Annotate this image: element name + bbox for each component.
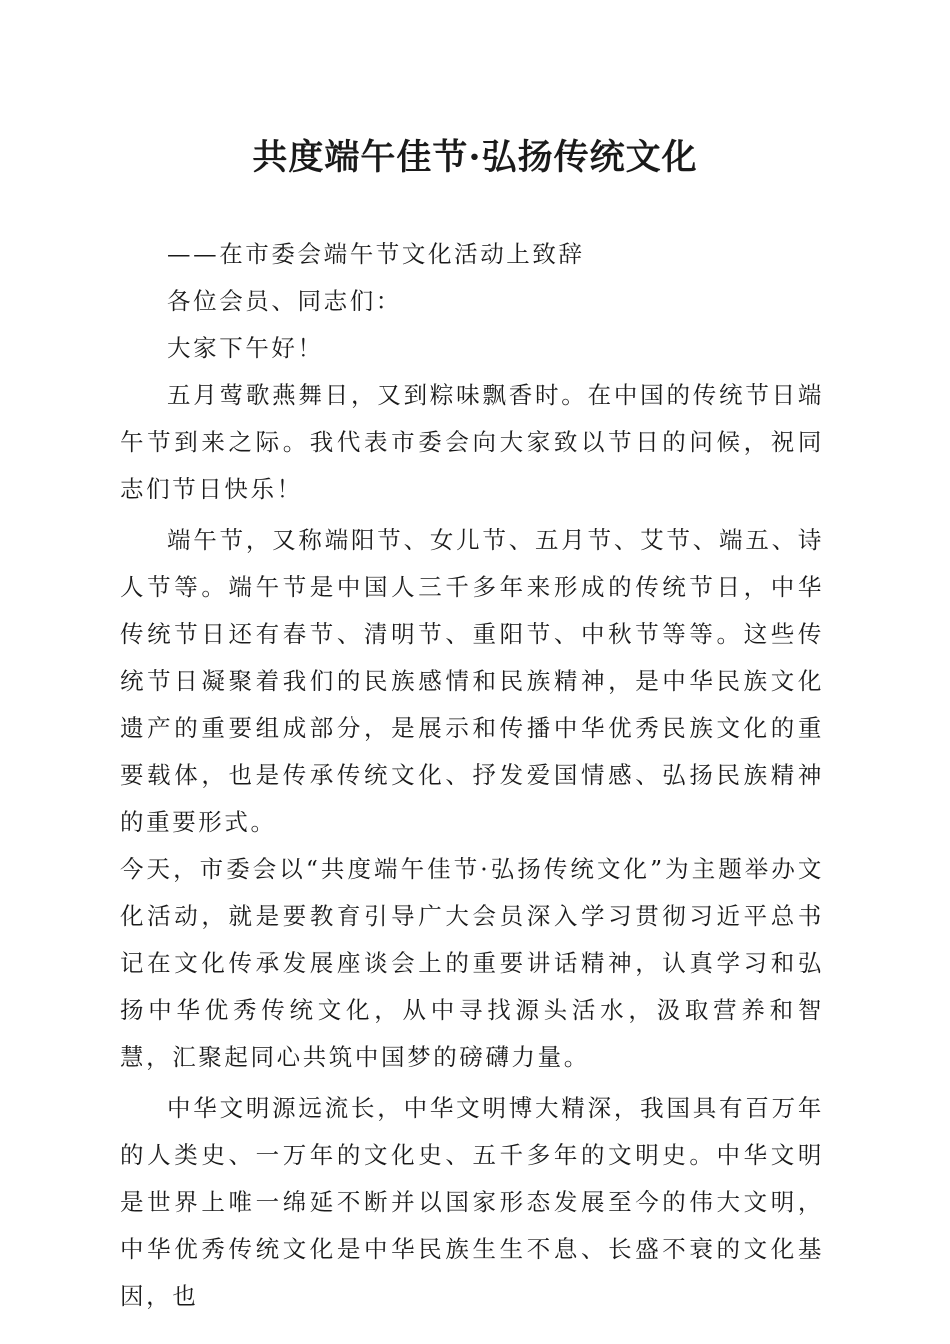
salutation: 各位会员、同志们： xyxy=(167,287,402,315)
document-title: 共度端午佳节·弘扬传统文化 xyxy=(252,137,698,178)
paragraph: 今天，市委会以“共度端午佳节·弘扬传统文化”为主题举办文化活动，就是要教育引导广大会员深入学习贯彻习近平总书记在文化传承发展座谈会上的重要讲话精神，认真学习和弘扬中华优秀传统文化，从中寻找源头活水，汲取营养和智慧，汇聚起同心共筑中国梦的磅礴力量。 xyxy=(120,855,824,1071)
greeting: 大家下午好！ xyxy=(167,334,324,362)
paragraph: 中华文明源远流长，中华文明博大精深，我国具有百万年的人类史、一万年的文化史、五千多年的文明史。中华文明是世界上唯一绵延不断并以国家形态发展至今的伟大文明，中华优秀传统文化是中华民族生生不息、长盛不衰的文化基因，也 xyxy=(120,1094,824,1310)
document-body xyxy=(120,231,824,1320)
subtitle: ——在市委会端午节文化活动上致辞 xyxy=(167,240,585,268)
paragraph: 五月莺歌燕舞日，又到粽味飘香时。在中国的传统节日端午节到来之际。我代表市委会向大家致以节日的问候，祝同志们节日快乐！ xyxy=(120,381,824,503)
paragraph: 端午节，又称端阳节、女儿节、五月节、艾节、端五、诗人节等。端午节是中国人三千多年来形成的传统节日，中华传统节日还有春节、清明节、重阳节、中秋节等等。这些传统节日凝聚着我们的民族感情和民族精神，是中华民族文化遗产的重要组成部分，是展示和传播中华优秀民族文化的重要载体，也是传承传统文化、抒发爱国情感、弘扬民族精神的重要形式。 xyxy=(120,526,824,836)
